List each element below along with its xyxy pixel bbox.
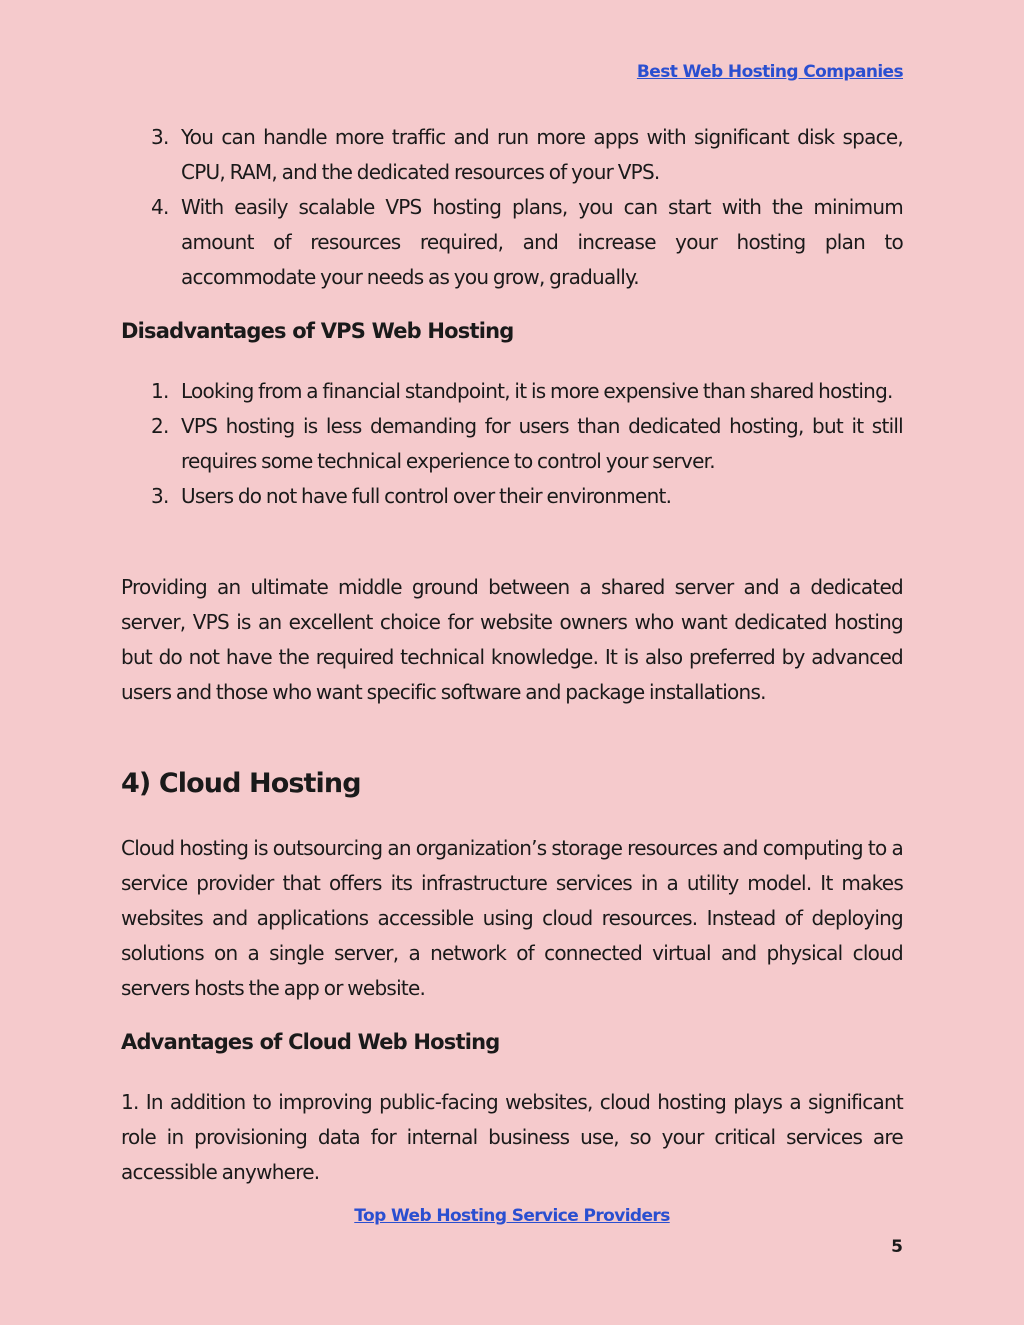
vps-disadvantages-heading: Disadvantages of VPS Web Hosting: [121, 319, 514, 343]
list-item-number: 4.: [151, 195, 169, 219]
list-item-number: 3.: [151, 484, 169, 508]
vps-advantages-list-continued: [121, 120, 903, 295]
list-item-text: VPS hosting is less demanding for users than dedicated hosting, but it still requires some technical experience to control your server.: [181, 414, 903, 473]
vps-summary-paragraph: Providing an ultimate middle ground between a shared server and a dedicated server, VPS is an excellent choice for website owners who want dedicated hosting but do not have the required technical knowledge. It is also preferred by advanced users and those who want specific software and package installations.: [121, 575, 903, 704]
list-item: [151, 374, 903, 409]
list-item-text: With easily scalable VPS hosting plans, you can start with the minimum amount of resources required, and increase your hosting plan to accommodate your needs as you grow, gradually.: [181, 195, 903, 289]
list-item-text: You can handle more traffic and run more apps with significant disk space, CPU, RAM, and the dedicated resources of your VPS.: [181, 125, 903, 184]
page-number: 5: [891, 1237, 903, 1257]
list-item-text: Users do not have full control over their environment.: [181, 484, 672, 508]
list-item-number: 2.: [151, 414, 169, 438]
cloud-advantages-heading: Advantages of Cloud Web Hosting: [121, 1030, 500, 1054]
list-item: [151, 190, 903, 295]
header-link-best-web-hosting[interactable]: Best Web Hosting Companies: [636, 62, 903, 82]
footer: [121, 1206, 903, 1226]
vps-disadvantages-list: [121, 374, 903, 514]
cloud-hosting-heading: 4) Cloud Hosting: [121, 768, 361, 799]
document-page: [121, 0, 903, 1325]
list-item: [151, 479, 903, 514]
footer-link-top-web-hosting[interactable]: Top Web Hosting Service Providers: [354, 1206, 670, 1226]
cloud-advantage-item-1: 1. In addition to improving public-facing websites, cloud hosting plays a significant role in provisioning data for internal business use, so your critical services are accessible anywhere.: [121, 1090, 903, 1184]
list-item: [151, 120, 903, 190]
cloud-hosting-intro-paragraph: Cloud hosting is outsourcing an organization’s storage resources and computing to a service provider that offers its infrastructure services in a utility model. It makes websites and applications accessible using cloud resources. Instead of deploying solutions on a single server, a network of connected virtual and physical cloud servers hosts the app or website.: [121, 836, 903, 1000]
list-item: [151, 409, 903, 479]
list-item-number: 3.: [151, 125, 169, 149]
list-item-number: 1.: [151, 379, 169, 403]
list-item-text: Looking from a financial standpoint, it is more expensive than shared hosting.: [181, 379, 893, 403]
